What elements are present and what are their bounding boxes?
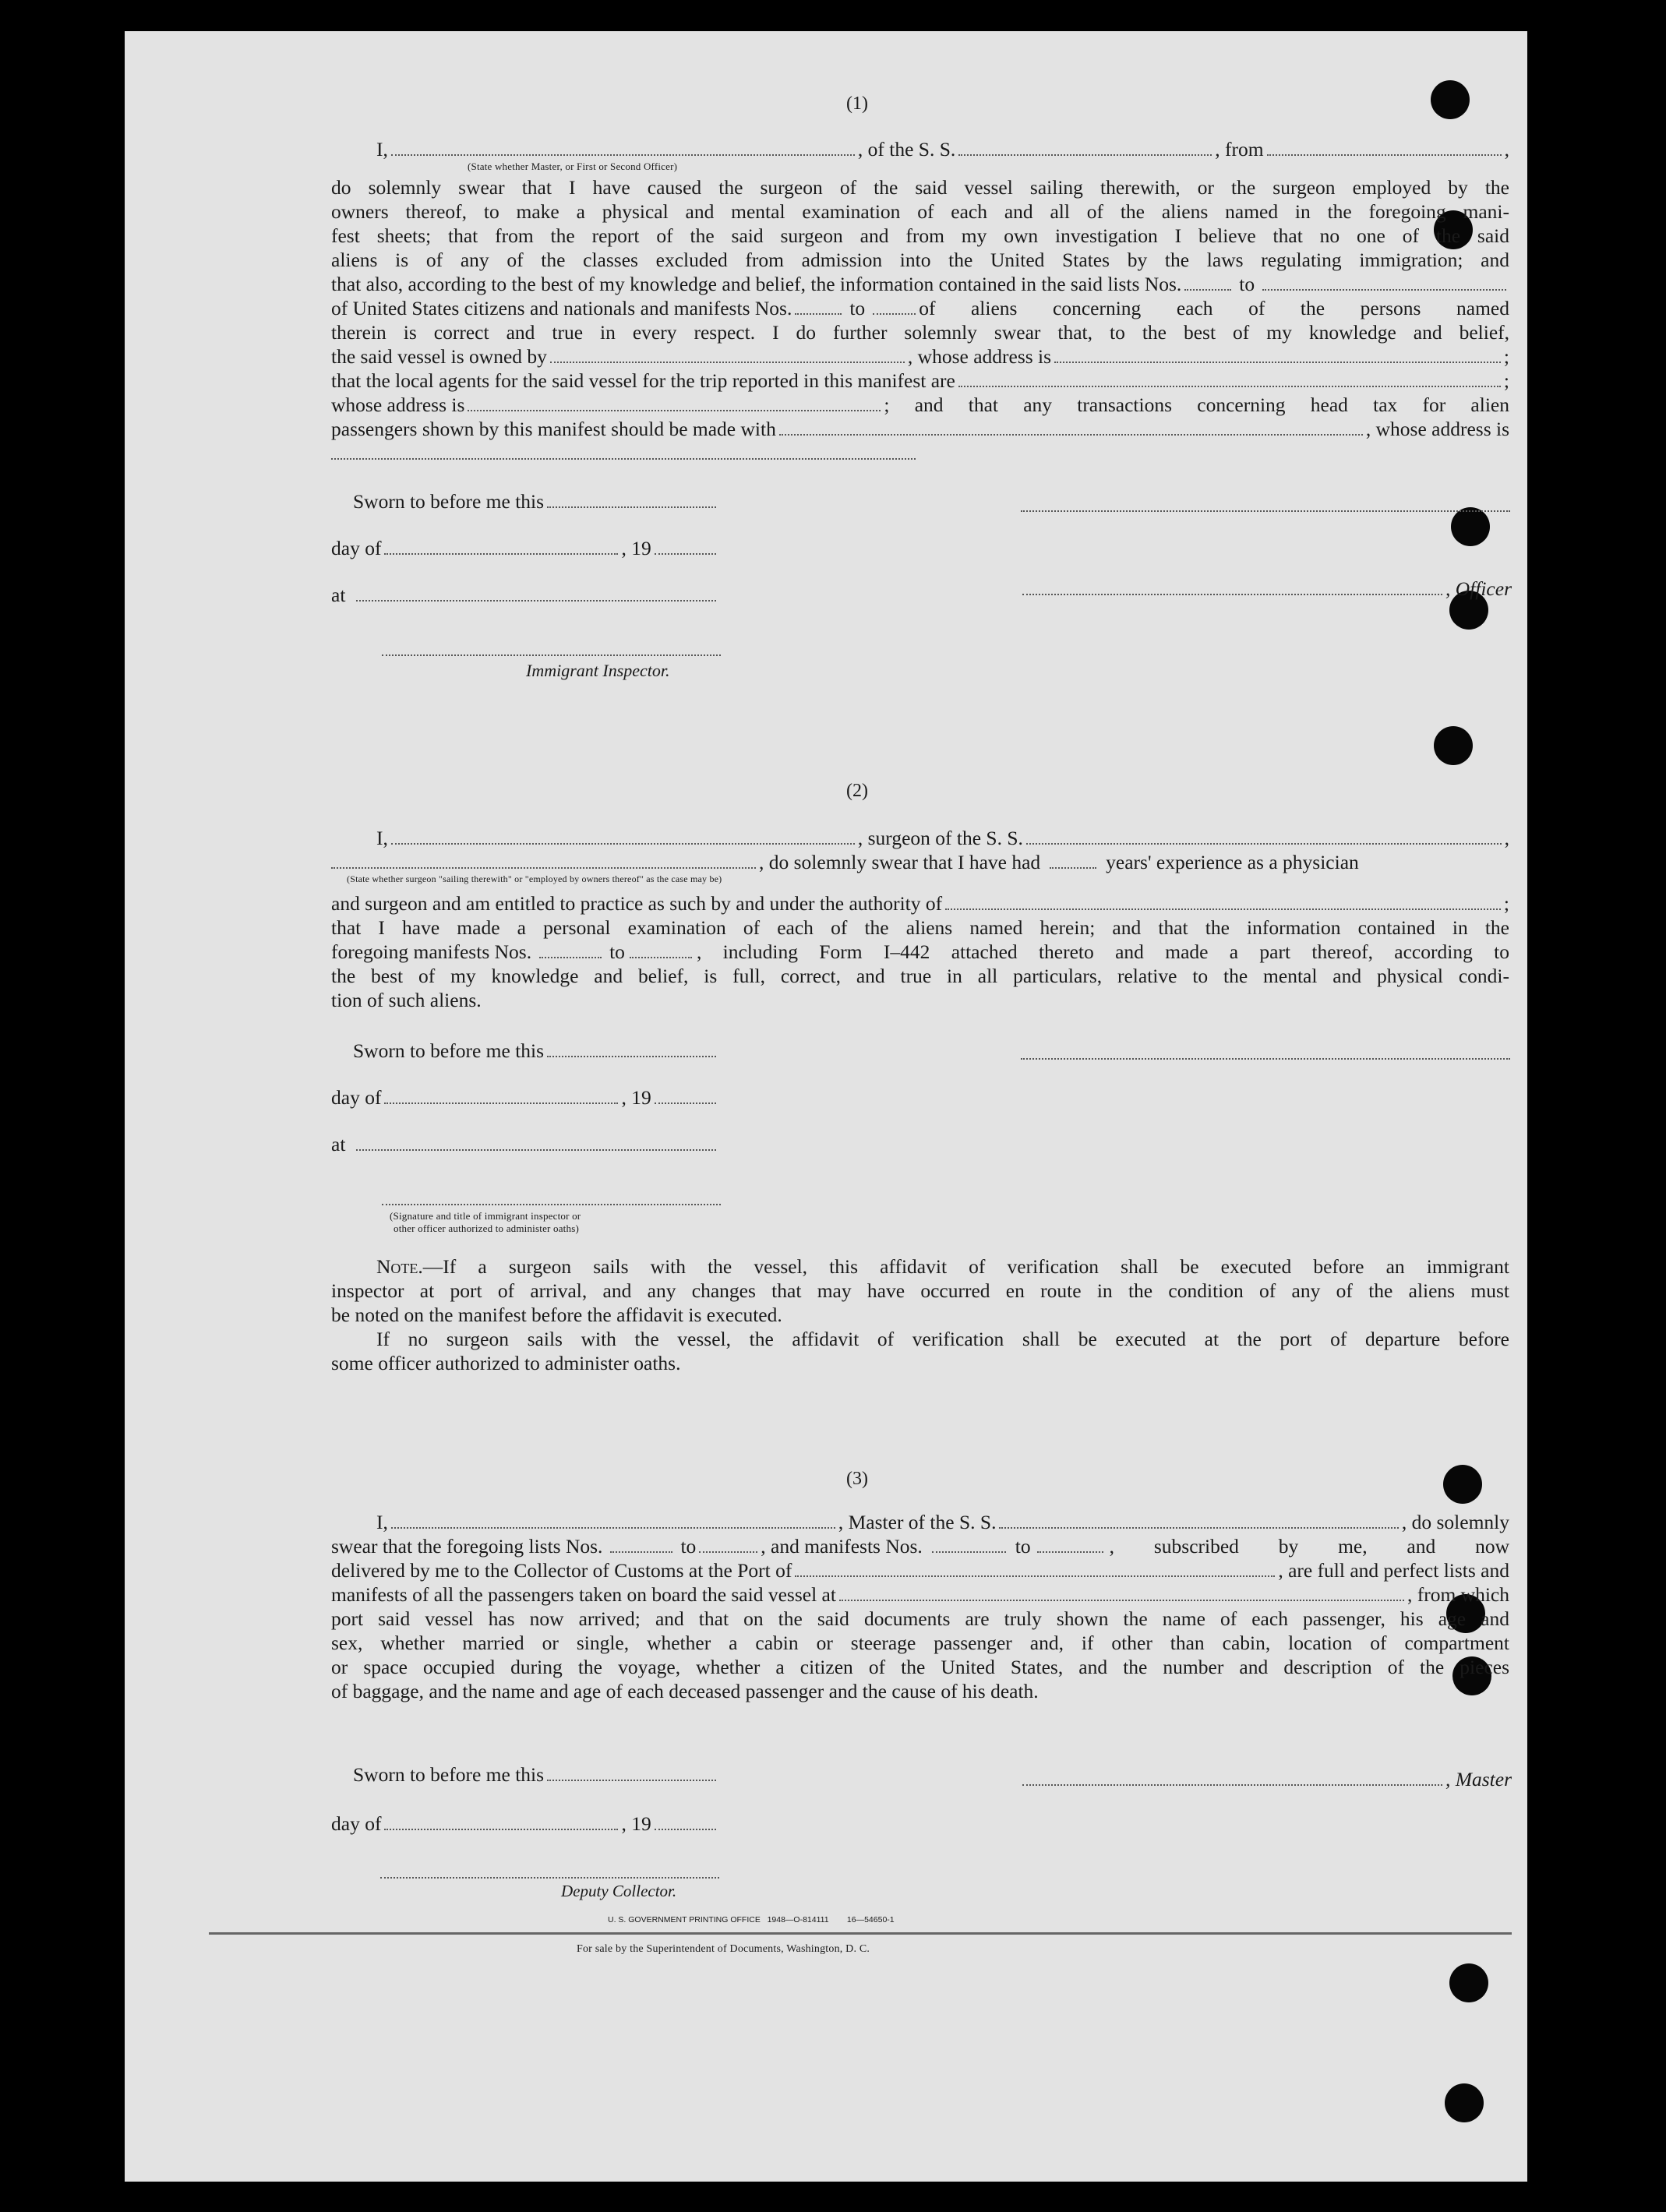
master-name-field[interactable] [391, 1512, 835, 1529]
section-3-heading: (3) [846, 1469, 868, 1489]
signature-hint-1: (Signature and title of immigrant inspector or [390, 1210, 581, 1222]
day-line [331, 1085, 719, 1110]
manifests-from-field[interactable] [539, 941, 602, 958]
label: , of the S. S. [857, 138, 956, 161]
label: ; and that any transactions concerning head tax for alien [884, 393, 1509, 416]
paragraph-line [331, 296, 1509, 320]
paragraph-line [331, 1534, 1509, 1558]
label: , Master of the S. S. [838, 1511, 997, 1533]
officer-label: , Officer [1445, 577, 1512, 600]
paragraph-line: therein is correct and true in every respect. I do further solemnly swear that, to the best of my knowledge and belief, [331, 321, 1509, 344]
head-tax-address-field[interactable] [331, 443, 916, 460]
label: to [1239, 273, 1255, 295]
day-line [331, 1812, 719, 1836]
label: and surgeon and am entitled to practice as such by and under the authority of [331, 892, 943, 915]
paragraph-line [331, 940, 1509, 964]
section-1-heading: (1) [846, 93, 868, 114]
owner-address-field[interactable] [1054, 346, 1501, 363]
label: , subscribed by me, and now [1109, 1535, 1509, 1558]
year-field[interactable] [655, 1813, 716, 1830]
note-line: If no surgeon sails with the vessel, the affidavit of verification shall be executed at the port of departure before [376, 1328, 1509, 1350]
label: I, [376, 1511, 388, 1533]
paragraph-line [331, 393, 1509, 417]
day-field[interactable] [384, 538, 618, 555]
label: ; [1503, 892, 1509, 915]
label: to [849, 297, 866, 319]
note-line: some officer authorized to administer oaths. [331, 1352, 681, 1374]
sale-notice: For sale by the Superintendent of Documents, Washington, D. C. [577, 1943, 870, 1955]
sworn-date-field[interactable] [547, 491, 716, 508]
paragraph-line: port said vessel has now arrived; and that on the said documents are truly shown the name of each passenger, his age and [331, 1607, 1509, 1630]
label: at [331, 1133, 346, 1155]
label: , do solemnly swear that I have had [759, 851, 1041, 873]
at-line [331, 1132, 719, 1156]
paragraph-line: of baggage, and the name and age of each deceased passenger and the cause of his death. [331, 1680, 1039, 1702]
head-tax-contact-field[interactable] [779, 418, 1363, 436]
label: , and manifests Nos. [761, 1535, 923, 1558]
surgeon-status-field[interactable] [331, 852, 756, 869]
label: , are full and perfect lists and [1278, 1559, 1509, 1582]
sworn-date-field[interactable] [547, 1764, 716, 1781]
master-name-field[interactable] [391, 139, 855, 156]
label: day of [331, 1812, 382, 1835]
sworn-line [353, 1762, 719, 1787]
day-line [331, 536, 719, 560]
day-field[interactable] [384, 1813, 618, 1830]
surgeon-signature-line[interactable] [1021, 1058, 1510, 1060]
paragraph-line [331, 369, 1509, 393]
paragraph-line [331, 891, 1509, 915]
label: , 19 [621, 1086, 651, 1109]
officer-signature-field[interactable] [1022, 578, 1442, 595]
paragraph-line: owners thereof, to make a physical and mental examination of each and all of the aliens named in the foregoing mani- [331, 200, 1509, 223]
lists-from-field[interactable] [1184, 273, 1231, 291]
departure-port-field[interactable] [839, 1584, 1404, 1601]
label: to [680, 1535, 697, 1558]
year-field[interactable] [655, 1087, 716, 1104]
label: , 19 [621, 1812, 651, 1835]
signature-hint-2: other officer authorized to administer oaths) [394, 1222, 579, 1234]
vessel-name-field[interactable] [999, 1512, 1398, 1529]
lists-to-field[interactable] [699, 1536, 757, 1553]
surgeon-name-field[interactable] [391, 827, 855, 845]
inspector-signature-line[interactable] [382, 1204, 721, 1205]
oath-line-1 [331, 826, 1509, 850]
label: day of [331, 537, 382, 559]
vessel-name-field[interactable] [958, 139, 1212, 156]
label: , [1504, 827, 1509, 849]
sworn-line [353, 489, 719, 513]
officer-signature-line-1[interactable] [1021, 510, 1510, 512]
label: of aliens concerning each of the persons named [919, 297, 1509, 319]
place-field[interactable] [356, 1134, 716, 1151]
label: of United States citizens and nationals and manifests Nos. [331, 297, 792, 319]
paragraph-line [331, 272, 1509, 296]
label: to [1015, 1535, 1031, 1558]
punch-hole [1431, 80, 1470, 119]
paragraph-line [331, 344, 1509, 369]
label: Sworn to before me this [353, 490, 545, 513]
label: swear that the foregoing lists Nos. [331, 1535, 603, 1558]
authority-field[interactable] [945, 893, 1501, 910]
oath-line-2 [331, 850, 1509, 874]
manifests-from-field[interactable] [795, 298, 842, 315]
label: I, [376, 138, 388, 161]
inspector-signature-line[interactable] [382, 654, 721, 656]
punch-hole [1443, 1465, 1482, 1504]
deputy-collector-signature-line[interactable] [380, 1877, 719, 1879]
note-label: Note. [376, 1255, 423, 1278]
paragraph-line: sex, whether married or single, whether a cabin or steerage passenger and, if other than cabin, location of compartment [331, 1632, 1509, 1654]
punch-hole [1449, 1963, 1488, 2002]
paragraph-line: the best of my knowledge and belief, is full, correct, and true in all particulars, relative to the mental and physical condi- [331, 965, 1509, 987]
label: ; [1503, 345, 1509, 368]
master-field-hint: (State whether Master, or First or Second Officer) [468, 161, 678, 172]
label: the said vessel is owned by [331, 345, 547, 368]
label: , whose address is [1365, 418, 1509, 440]
oath-line-1 [331, 137, 1509, 161]
surgeon-field-hint: (State whether surgeon "sailing therewith" or "employed by owners thereof" as the case may be) [347, 873, 722, 884]
punch-hole [1434, 726, 1473, 765]
lists-from-field[interactable] [610, 1536, 672, 1553]
label: manifests of all the passengers taken on board the said vessel at [331, 1583, 836, 1606]
day-field[interactable] [384, 1087, 618, 1104]
label: , from which [1407, 1583, 1509, 1606]
deputy-collector-label: Deputy Collector. [561, 1882, 677, 1900]
paragraph-line [331, 1558, 1509, 1582]
paragraph-line: that I have made a personal examination of each of the aliens named herein; and that the information contained in the [331, 916, 1509, 939]
master-label: , Master [1445, 1768, 1512, 1790]
label: , including Form I–442 attached thereto and made a part thereof, according to [696, 940, 1509, 963]
label: passengers shown by this manifest should be made with [331, 418, 776, 440]
vessel-owner-field[interactable] [550, 346, 905, 363]
paragraph-line: tion of such aliens. [331, 989, 482, 1011]
master-line [1019, 1767, 1512, 1791]
manifests-from-field[interactable] [932, 1536, 1006, 1553]
label: , 19 [621, 537, 651, 559]
label: that also, according to the best of my knowledge and belief, the information contained in the said lists Nos. [331, 273, 1182, 295]
note-line [331, 1254, 1509, 1279]
label: ; [1503, 369, 1509, 392]
punch-hole [1451, 507, 1490, 546]
note-line: inspector at port of arrival, and any changes that may have occurred en route in the condition of any of the aliens must [331, 1279, 1509, 1302]
label: years' experience as a physician [1106, 851, 1359, 873]
paragraph-line: or space occupied during the voyage, whether a citizen of the United States, and the number and description of the pieces [331, 1656, 1509, 1678]
manifests-to-field[interactable] [873, 298, 916, 315]
label: , whose address is [907, 345, 1052, 368]
master-signature-field[interactable] [1022, 1769, 1442, 1786]
form-page [125, 31, 1527, 2182]
punch-hole [1445, 2083, 1484, 2122]
label: at [331, 584, 346, 606]
paragraph-line: do solemnly swear that I have caused the surgeon of the said vessel sailing therewith, or the surgeon employed by the [331, 176, 1509, 199]
from-port-field[interactable] [1267, 139, 1502, 156]
place-field[interactable] [356, 584, 716, 602]
label: foregoing manifests Nos. [331, 940, 532, 963]
paragraph-line: fest sheets; that from the report of the said surgeon and from my own investigation I believe that no one of the said [331, 224, 1509, 247]
lists-to-field[interactable] [1262, 273, 1506, 291]
port-field[interactable] [795, 1560, 1275, 1577]
label: delivered by me to the Collector of Customs at the Port of [331, 1559, 792, 1582]
oath-line-1 [331, 1510, 1509, 1534]
agents-address-field[interactable] [468, 394, 881, 411]
paragraph-line: aliens is of any of the classes excluded from admission into the United States by the laws regulating immigration; and [331, 249, 1509, 271]
label: , [1504, 138, 1509, 161]
immigrant-inspector-label: Immigrant Inspector. [526, 661, 670, 680]
sworn-line [353, 1039, 719, 1063]
label: that the local agents for the said vessel for the trip reported in this manifest are [331, 369, 955, 392]
label: , from [1215, 138, 1264, 161]
paragraph-line [331, 1582, 1509, 1607]
label: , surgeon of the S. S. [857, 827, 1023, 849]
label: day of [331, 1086, 382, 1109]
printing-office-line: U. S. GOVERNMENT PRINTING OFFICE 1948—O-814111 16—54650-1 [608, 1915, 895, 1924]
years-experience-field[interactable] [1050, 852, 1096, 869]
label: Sworn to before me this [353, 1763, 545, 1786]
manifests-to-field[interactable] [630, 941, 692, 958]
section-2-heading: (2) [846, 781, 868, 801]
manifests-to-field[interactable] [1037, 1536, 1103, 1553]
note-line: be noted on the manifest before the affidavit is executed. [331, 1304, 782, 1326]
sworn-date-field[interactable] [547, 1040, 716, 1057]
officer-line [1019, 577, 1512, 601]
year-field[interactable] [655, 538, 716, 555]
label: —If a surgeon sails with the vessel, this affidavit of verification shall be executed before an immigrant [422, 1255, 1509, 1278]
label: whose address is [331, 393, 465, 416]
paragraph-line [331, 417, 1509, 441]
label: Sworn to before me this [353, 1039, 545, 1062]
label: I, [376, 827, 388, 849]
paragraph-line [331, 441, 1509, 465]
label: , do solemnly [1401, 1511, 1509, 1533]
footer-divider [209, 1932, 1512, 1935]
at-line [331, 583, 719, 607]
local-agents-field[interactable] [958, 370, 1501, 387]
label: to [609, 940, 625, 963]
vessel-name-field[interactable] [1026, 827, 1502, 845]
